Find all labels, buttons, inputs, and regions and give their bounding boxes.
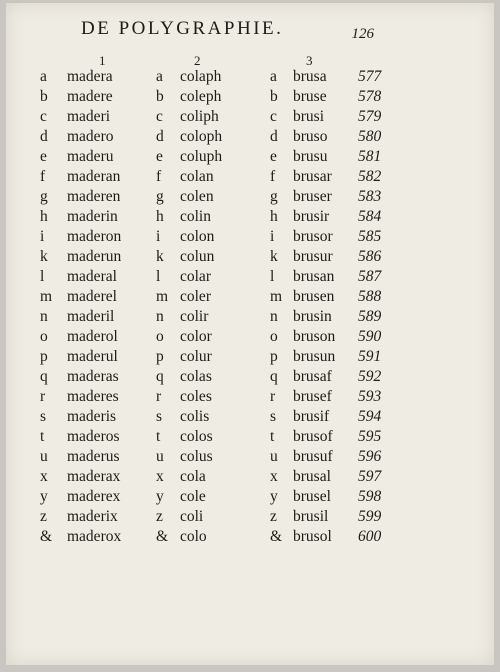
letter-col-1: n xyxy=(40,308,48,325)
letter-col-2: z xyxy=(156,508,163,525)
column-number-3: 3 xyxy=(306,53,313,68)
letter-col-2: k xyxy=(156,248,164,265)
word-col-2: colo xyxy=(180,528,207,545)
word-col-2: color xyxy=(180,328,212,345)
letter-col-3: c xyxy=(270,108,277,125)
letter-col-1: k xyxy=(40,248,48,265)
word-col-2: cole xyxy=(180,488,206,505)
table-row xyxy=(40,427,390,447)
word-col-2: colaph xyxy=(180,68,222,85)
letter-col-1: e xyxy=(40,148,47,165)
word-col-3: brusen xyxy=(293,288,335,305)
table-row xyxy=(40,267,390,287)
number: 582 xyxy=(358,168,382,185)
letter-col-1: c xyxy=(40,108,47,125)
word-col-3: brusu xyxy=(293,148,328,165)
letter-col-3: b xyxy=(270,88,278,105)
word-col-2: coloph xyxy=(180,128,223,145)
word-col-1: maderel xyxy=(67,288,117,305)
column-number-1: 1 xyxy=(99,53,106,68)
letter-col-3: a xyxy=(270,68,277,85)
letter-col-3: f xyxy=(270,168,276,185)
word-col-2: colan xyxy=(180,168,214,185)
letter-col-1: s xyxy=(40,408,47,425)
word-col-3: brusil xyxy=(293,508,329,525)
letter-col-2: y xyxy=(156,488,164,505)
letter-col-2: b xyxy=(156,88,164,105)
word-col-1: madero xyxy=(67,128,114,145)
number: 599 xyxy=(358,508,382,525)
letter-col-1: f xyxy=(40,168,46,185)
word-col-2: colas xyxy=(180,368,212,385)
table-row xyxy=(40,147,390,167)
letter-col-2: a xyxy=(156,68,163,85)
letter-col-3: n xyxy=(270,308,278,325)
letter-col-3: m xyxy=(270,288,283,305)
number: 593 xyxy=(358,388,382,405)
word-col-2: colis xyxy=(180,408,210,425)
word-col-2: coliph xyxy=(180,108,219,125)
word-col-3: brusi xyxy=(293,108,324,125)
word-col-2: colin xyxy=(180,208,211,225)
number: 585 xyxy=(358,228,382,245)
word-col-1: maderax xyxy=(67,468,121,485)
letter-col-3: e xyxy=(270,148,277,165)
word-col-1: maderen xyxy=(67,188,121,205)
letter-col-1: m xyxy=(40,288,53,305)
word-col-3: bruse xyxy=(293,88,327,105)
word-col-1: maderis xyxy=(67,408,117,425)
letter-col-1: b xyxy=(40,88,48,105)
table-row xyxy=(40,487,390,507)
word-col-3: brusif xyxy=(293,408,330,425)
word-col-3: bruser xyxy=(293,188,332,205)
word-col-1: madere xyxy=(67,88,113,105)
table-row xyxy=(40,527,390,547)
letter-col-3: y xyxy=(270,488,278,505)
number: 592 xyxy=(358,368,382,385)
word-col-3: brusuf xyxy=(293,448,333,465)
letter-col-1: h xyxy=(40,208,48,225)
word-col-1: maderol xyxy=(67,328,118,345)
word-col-2: colun xyxy=(180,248,215,265)
letter-col-2: d xyxy=(156,128,164,145)
word-col-1: maderun xyxy=(67,248,122,265)
word-col-3: brusof xyxy=(293,428,333,445)
number: 581 xyxy=(358,148,382,165)
number: 590 xyxy=(358,328,382,345)
word-col-1: maderox xyxy=(67,528,122,545)
table-row xyxy=(40,167,390,187)
table-row xyxy=(40,347,390,367)
letter-col-3: d xyxy=(270,128,278,145)
word-col-3: brusir xyxy=(293,208,330,225)
letter-col-3: r xyxy=(270,388,276,405)
letter-col-2: r xyxy=(156,388,162,405)
table-row xyxy=(40,287,390,307)
column-number-2: 2 xyxy=(194,53,201,68)
word-col-1: maderex xyxy=(67,488,121,505)
table-row xyxy=(40,247,390,267)
table-row xyxy=(40,307,390,327)
word-col-1: maderul xyxy=(67,348,118,365)
word-col-1: maderon xyxy=(67,228,122,245)
number: 580 xyxy=(358,128,382,145)
letter-col-2: c xyxy=(156,108,163,125)
letter-col-3: t xyxy=(270,428,275,445)
table-row xyxy=(40,87,390,107)
number: 591 xyxy=(358,348,382,365)
table-row xyxy=(40,207,390,227)
number: 579 xyxy=(358,108,382,125)
letter-col-1: p xyxy=(40,348,48,365)
word-col-1: maderes xyxy=(67,388,119,405)
letter-col-1: i xyxy=(40,228,45,245)
word-col-1: maderos xyxy=(67,428,120,445)
letter-col-2: x xyxy=(156,468,164,485)
number: 586 xyxy=(358,248,382,265)
letter-col-2: e xyxy=(156,148,163,165)
letter-col-2: p xyxy=(156,348,164,365)
letter-col-3: z xyxy=(270,508,277,525)
letter-col-1: & xyxy=(40,528,53,545)
number: 583 xyxy=(358,188,382,205)
letter-col-2: i xyxy=(156,228,161,245)
letter-col-2: & xyxy=(156,528,169,545)
letter-col-1: o xyxy=(40,328,48,345)
word-col-2: coles xyxy=(180,388,212,405)
word-col-2: colur xyxy=(180,348,212,365)
word-col-3: brusar xyxy=(293,168,332,185)
word-col-2: cola xyxy=(180,468,206,485)
word-col-1: maderix xyxy=(67,508,118,525)
table-row xyxy=(40,127,390,147)
letter-col-3: & xyxy=(270,528,283,545)
word-col-1: maderin xyxy=(67,208,118,225)
word-col-2: colir xyxy=(180,308,209,325)
word-col-2: colon xyxy=(180,228,215,245)
letter-col-3: h xyxy=(270,208,278,225)
word-col-2: coluph xyxy=(180,148,223,165)
letter-col-1: q xyxy=(40,368,48,385)
word-col-3: brusur xyxy=(293,248,333,265)
running-head: DE POLYGRAPHIE. xyxy=(81,18,284,39)
letter-col-3: o xyxy=(270,328,278,345)
number: 589 xyxy=(358,308,382,325)
letter-col-3: i xyxy=(270,228,275,245)
word-col-1: maderas xyxy=(67,368,119,385)
word-col-1: madera xyxy=(67,68,113,85)
word-col-3: bruso xyxy=(293,128,328,145)
table-row xyxy=(40,67,390,87)
word-col-1: maderil xyxy=(67,308,115,325)
number: 577 xyxy=(358,68,382,85)
letter-col-2: g xyxy=(156,188,164,205)
word-col-2: coler xyxy=(180,288,211,305)
word-col-3: bruson xyxy=(293,328,336,345)
letter-col-3: g xyxy=(270,188,278,205)
table-row xyxy=(40,387,390,407)
number: 597 xyxy=(358,468,382,485)
number: 595 xyxy=(358,428,382,445)
cipher-table xyxy=(40,67,390,547)
letter-col-1: x xyxy=(40,468,48,485)
letter-col-2: h xyxy=(156,208,164,225)
word-col-1: maderu xyxy=(67,148,114,165)
letter-col-3: l xyxy=(270,268,275,285)
letter-col-2: u xyxy=(156,448,164,465)
word-col-3: brusa xyxy=(293,68,327,85)
word-col-3: brusun xyxy=(293,348,336,365)
letter-col-1: g xyxy=(40,188,48,205)
word-col-1: maderi xyxy=(67,108,111,125)
letter-col-2: q xyxy=(156,368,164,385)
word-col-1: maderus xyxy=(67,448,120,465)
letter-col-3: q xyxy=(270,368,278,385)
letter-col-1: d xyxy=(40,128,48,145)
number: 600 xyxy=(358,528,382,545)
table-row xyxy=(40,187,390,207)
word-col-3: brusal xyxy=(293,468,331,485)
letter-col-1: l xyxy=(40,268,45,285)
word-col-2: colar xyxy=(180,268,211,285)
table-row xyxy=(40,447,390,467)
word-col-3: brusin xyxy=(293,308,332,325)
letter-col-3: k xyxy=(270,248,278,265)
word-col-3: brusor xyxy=(293,228,333,245)
table-row xyxy=(40,467,390,487)
word-col-3: brusan xyxy=(293,268,335,285)
page-number: 126 xyxy=(351,26,374,42)
book-page xyxy=(6,3,494,665)
number: 594 xyxy=(358,408,382,425)
word-col-2: coleph xyxy=(180,88,222,105)
table-row xyxy=(40,227,390,247)
word-col-3: brusol xyxy=(293,528,332,545)
word-col-3: brusaf xyxy=(293,368,332,385)
letter-col-2: f xyxy=(156,168,162,185)
word-col-2: coli xyxy=(180,508,204,525)
letter-col-1: a xyxy=(40,68,47,85)
letter-col-3: p xyxy=(270,348,278,365)
letter-col-2: s xyxy=(156,408,163,425)
letter-col-3: s xyxy=(270,408,277,425)
word-col-2: colen xyxy=(180,188,214,205)
table-row xyxy=(40,327,390,347)
number: 584 xyxy=(358,208,382,225)
word-col-3: brusel xyxy=(293,488,331,505)
letter-col-1: y xyxy=(40,488,48,505)
number: 596 xyxy=(358,448,382,465)
word-col-2: colus xyxy=(180,448,213,465)
letter-col-2: t xyxy=(156,428,161,445)
number: 588 xyxy=(358,288,382,305)
word-col-1: maderal xyxy=(67,268,117,285)
word-col-1: maderan xyxy=(67,168,121,185)
letter-col-1: t xyxy=(40,428,45,445)
letter-col-3: x xyxy=(270,468,278,485)
letter-col-3: u xyxy=(270,448,278,465)
letter-col-1: r xyxy=(40,388,46,405)
letter-col-2: l xyxy=(156,268,161,285)
word-col-3: brusef xyxy=(293,388,332,405)
word-col-2: colos xyxy=(180,428,213,445)
table-row xyxy=(40,507,390,527)
table-row xyxy=(40,107,390,127)
letter-col-2: o xyxy=(156,328,164,345)
letter-col-1: z xyxy=(40,508,47,525)
table-row xyxy=(40,407,390,427)
table-row xyxy=(40,367,390,387)
letter-col-2: m xyxy=(156,288,169,305)
number: 587 xyxy=(358,268,382,285)
number: 578 xyxy=(358,88,382,105)
letter-col-2: n xyxy=(156,308,164,325)
letter-col-1: u xyxy=(40,448,48,465)
number: 598 xyxy=(358,488,382,505)
